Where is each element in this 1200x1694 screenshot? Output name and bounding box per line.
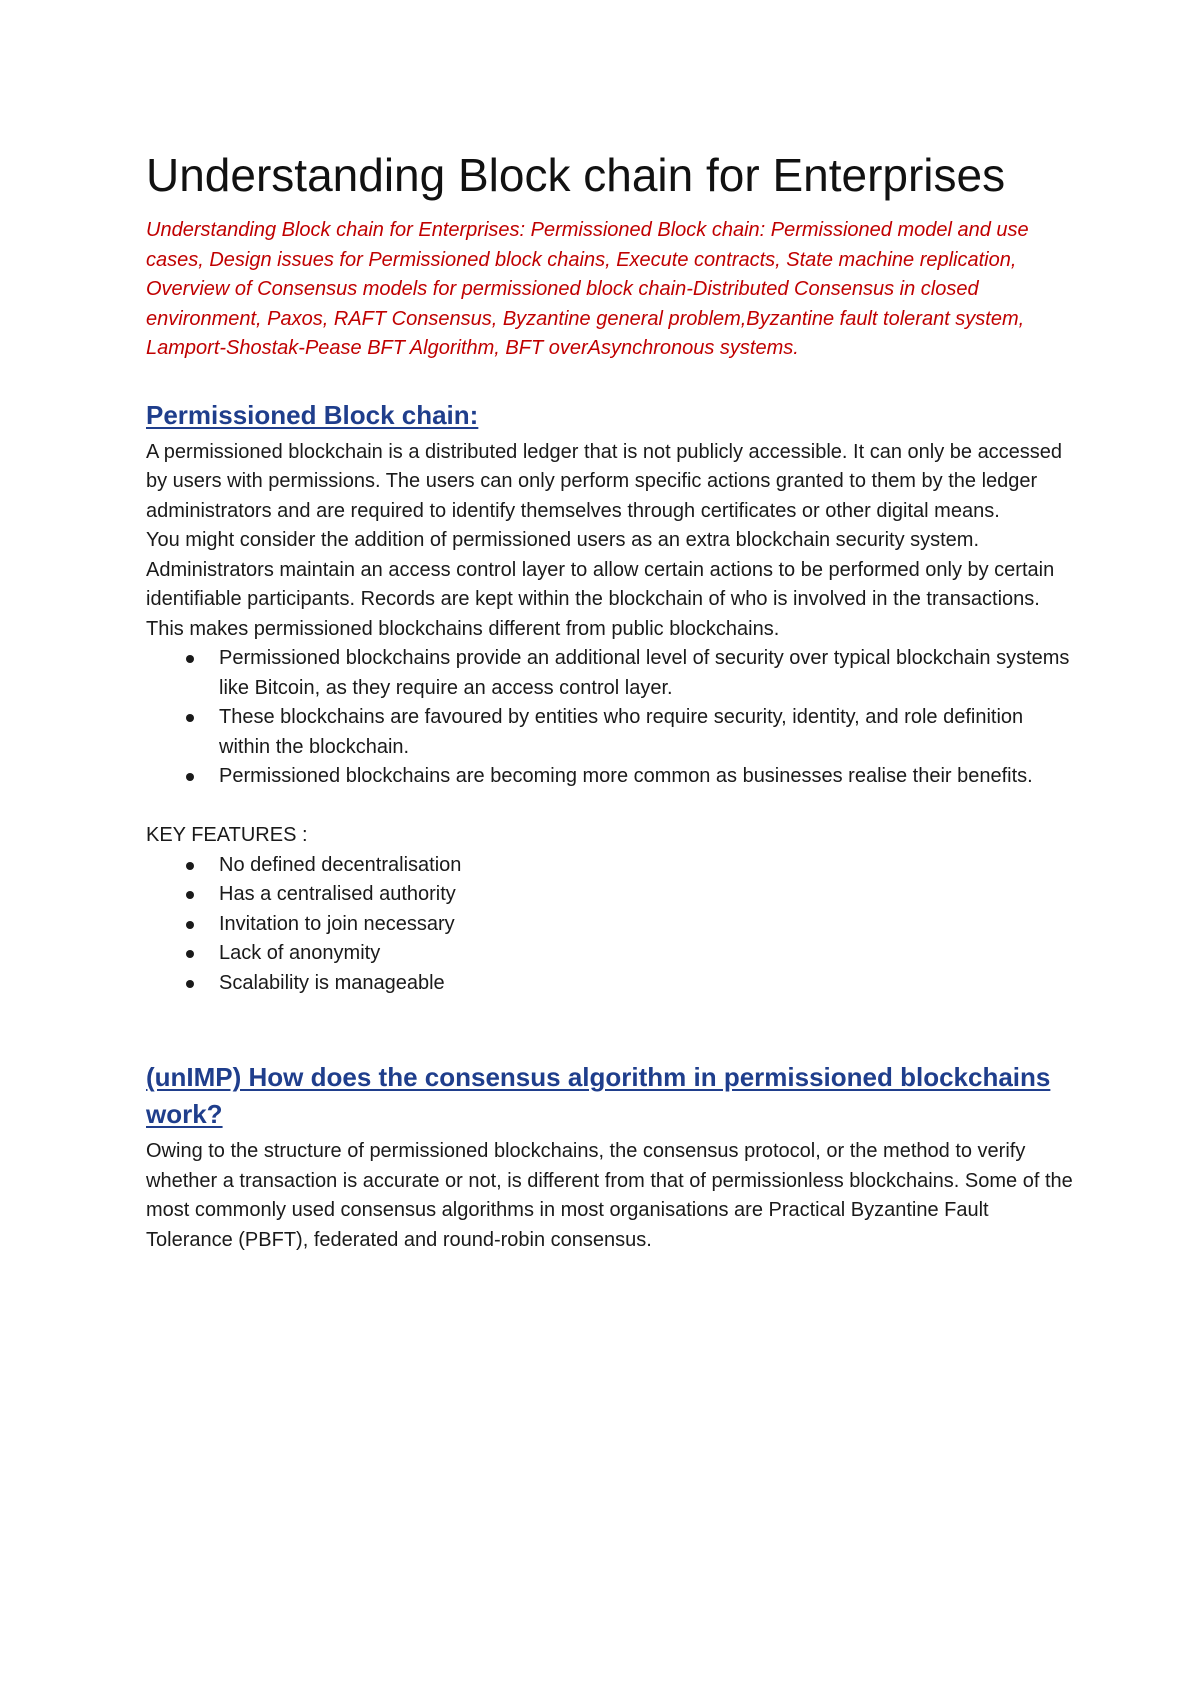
blank-line [146, 792, 1076, 822]
bullet-icon [186, 891, 194, 899]
paragraph-consensus: Owing to the structure of permissioned blockchains, the consensus protocol, or the method to verify whether a transaction is accurate or not, is different from that of permissionless blockchains. Some of the most commonly used consensus algorithms in most organisations are Practical Byzantine Fault Tolerance (PBFT), federated and round-robin consensus. [146, 1140, 1073, 1251]
bullet-icon [186, 921, 194, 929]
list-item-text: Permissioned blockchains provide an additional level of security over typical blockchain systems like Bitcoin, as they require an access control layer. [219, 647, 1070, 699]
section-heading-consensus: (unIMP) How does the consensus algorithm in permissioned blockchains work? [146, 1062, 1051, 1129]
list-item [219, 851, 1076, 881]
list-item-text: Permissioned blockchains are becoming more common as businesses realise their benefits. [219, 765, 1033, 787]
list-item-text: Invitation to join necessary [219, 912, 455, 935]
benefits-list [146, 644, 1076, 792]
bullet-icon [186, 773, 194, 781]
paragraph-definition: A permissioned blockchain is a distributed ledger that is not publicly accessible. It can only be accessed by users with permissions. The users can only perform specific actions granted to them by the ledger administrators and are required to identify themselves through certificates or other digital means. [146, 440, 1063, 522]
list-item-text: Has a centralised authority [219, 883, 456, 905]
bullet-icon [186, 862, 194, 870]
bullet-icon [186, 980, 194, 988]
paragraph-security: You might consider the addition of permissioned users as an extra blockchain security system. Administrators maintain an access control layer to allow certain actions to be performed only by certain identifiable participants. Records are kept within the blockchain of who is involved in the transactions. This makes permissioned blockchains different from public blockchains. [146, 529, 1055, 640]
bullet-icon [186, 714, 194, 722]
bullet-icon [186, 655, 194, 663]
document-title: Understanding Block chain for Enterprises [146, 149, 1006, 201]
document-content [146, 140, 1076, 1255]
list-item-text: Scalability is manageable [219, 971, 445, 994]
list-item [219, 762, 1076, 792]
list-item-text: These blockchains are favoured by entities who require security, identity, and role definition within the blockchain. [219, 706, 1024, 758]
list-item [219, 703, 1076, 762]
bullet-icon [186, 950, 194, 958]
list-item [219, 939, 1076, 969]
section-heading-permissioned: Permissioned Block chain: [146, 399, 479, 430]
list-item-text: Lack of anonymity [219, 942, 381, 964]
list-item-text: No defined decentralisation [219, 853, 462, 876]
key-features-list [146, 851, 1076, 999]
key-features-label: KEY FEATURES : [146, 824, 308, 846]
list-item [219, 969, 1076, 999]
document-subtitle: Understanding Block chain for Enterprises: Permissioned Block chain: Permissioned model and use cases, Design issues for Permissioned block chains, Execute contracts, State machine replication, Overview of Consensus models for permissioned block chain-Distributed Consensus in closed environment, Paxos, RAFT Consensus, Byzantine general problem,Byzantine fault tolerant system, Lamport-Shostak-Pease BFT Algorithm, BFT overAsynchronous systems. [146, 219, 1029, 359]
list-item [219, 880, 1076, 910]
list-item [219, 644, 1076, 703]
list-item [219, 910, 1076, 940]
